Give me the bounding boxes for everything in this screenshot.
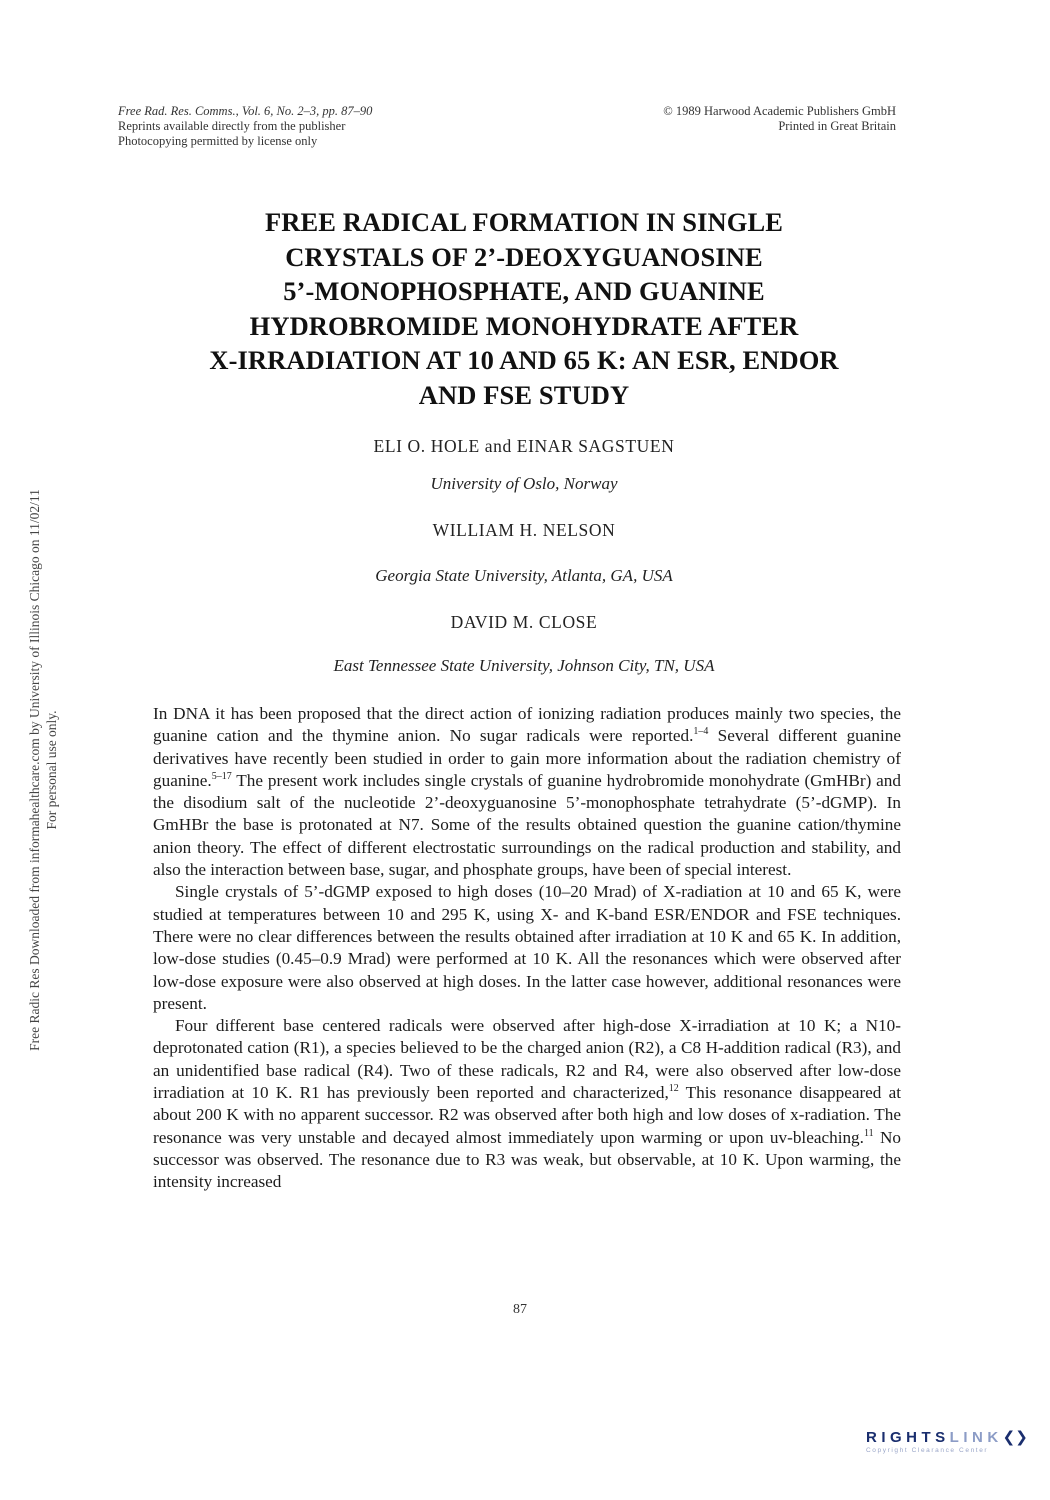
watermark-svg [25, 380, 65, 1160]
title-line: 5’-MONOPHOSPHATE, AND GUANINE [283, 276, 765, 306]
photocopy-note: Photocopying permitted by license only [118, 134, 318, 148]
journal-citation: Free Rad. Res. Comms., Vol. 6, No. 2–3, pp. 87–90 [118, 104, 373, 118]
copyright-line: © 1989 Harwood Academic Publishers GmbH [663, 104, 896, 118]
journal-header [118, 104, 372, 149]
author-names: DAVID M. CLOSE [450, 612, 598, 632]
watermark-line-2: For personal use only. [44, 710, 59, 830]
download-watermark [25, 380, 65, 1160]
title-line: AND FSE STUDY [418, 379, 630, 410]
title-line: CRYSTALS OF 2’-DEOXYGUANOSINE [285, 241, 763, 272]
author-names: ELI O. HOLE and EINAR SAGSTUEN [373, 436, 675, 456]
citation-ref: 12 [668, 1083, 679, 1095]
paper-title [120, 205, 928, 412]
author-affiliation: Georgia State University, Atlanta, GA, USA [375, 566, 673, 585]
text-run: The present work includes single crystals of guanine hydrobromide monohydrate (GmHBr) and the disodium salt of the nucleotide 2’-deoxyguanosine 5’-monophosphate tetrahydrate (5’-dGMP). In GmHBr the base is protonated at N7. Some of the results obtained question the guanine cation/thymine anion theory. The effect of different electrostatic surroundings on the radical production and stability, and also the interaction between base, sugar, and phosphate groups, have been of special interest. [153, 770, 901, 880]
author-affiliation: East Tennessee State University, Johnson City, TN, USA [333, 656, 715, 675]
text-run: No successor was observed. The resonance due to R3 was weak, but observable, at 10 K. Upon warming, the intensity increased [153, 1127, 901, 1192]
page-number: 87 [513, 1302, 527, 1317]
text-run: Four different base centered radicals were observed after high-dose X-irradiation at 10 K; a N10-deprotonated cation (R1), a species believed to be the charged anion (R2), a C8 H-addition radical (R3), and an unidentified base radical (R4). Two of these radicals, R2 and R4, were also observed after low-dose irradiation at 10 K. R1 has previously been reported and characterized, [153, 1016, 901, 1103]
rightslink-logo[interactable] [866, 1428, 1028, 1464]
logo-text-dark: RIGHTS [866, 1429, 950, 1446]
author-affiliation: University of Oslo, Norway [430, 474, 618, 493]
logo-text-light: LINK [949, 1429, 1003, 1446]
logo-wordmark [866, 1428, 1028, 1446]
abstract-body [153, 703, 901, 1194]
logo-tagline: Copyright Clearance Center [866, 1447, 989, 1454]
citation-ref: 1–4 [693, 726, 709, 738]
publisher-header [663, 104, 896, 134]
title-line: HYDROBROMIDE MONOHYDRATE AFTER [249, 310, 799, 341]
logo-arrow-icon: ❮❯ [1002, 1429, 1028, 1446]
title-line: FREE RADICAL FORMATION IN SINGLE [264, 207, 784, 237]
printed-line: Printed in Great Britain [778, 119, 896, 133]
watermark-line-1: Free Radic Res Downloaded from informahealthcare.com by University of Illinois Chicago on 11/02/11 [27, 489, 42, 1051]
author-names: WILLIAM H. NELSON [432, 520, 616, 540]
text-run: This resonance disappeared at about 200 K with no apparent successor. R2 was observed after both high and low doses of x-radiation. The resonance was very unstable and decayed almost immediately upon warming or upon uv-bleaching. [153, 1083, 901, 1147]
title-line: X-IRRADIATION AT 10 AND 65 K: AN ESR, ENDOR [209, 345, 839, 375]
reprints-note: Reprints available directly from the publisher [118, 119, 346, 133]
citation-ref: 5–17 [211, 770, 232, 782]
text-run: In DNA it has been proposed that the direct action of ionizing radiation produces mainly two species, the guanine cation and the thymine anion. No sugar radicals were reported. [153, 704, 901, 746]
citation-ref: 11 [863, 1127, 874, 1139]
paragraph: Single crystals of 5’-dGMP exposed to high doses (10–20 Mrad) of X-radiation at 10 and 65 K, were studied at temperatures between 10 and 295 K, using X- and K-band ESR/ENDOR and FSE techniques. There were no clear differences between the results obtained after irradiation at 10 K and 65 K. In addition, low-dose studies (0.45–0.9 Mrad) were performed at 10 K. All the resonances which were observed after low-dose exposure were also observed at high doses. In the latter case however, additional resonances were present. [153, 882, 901, 1013]
text-run: Several different guanine derivatives have recently been studied in order to gain more information about the radiation chemistry of guanine. [153, 726, 901, 790]
paragraph [153, 703, 901, 881]
paragraph [153, 1015, 901, 1193]
